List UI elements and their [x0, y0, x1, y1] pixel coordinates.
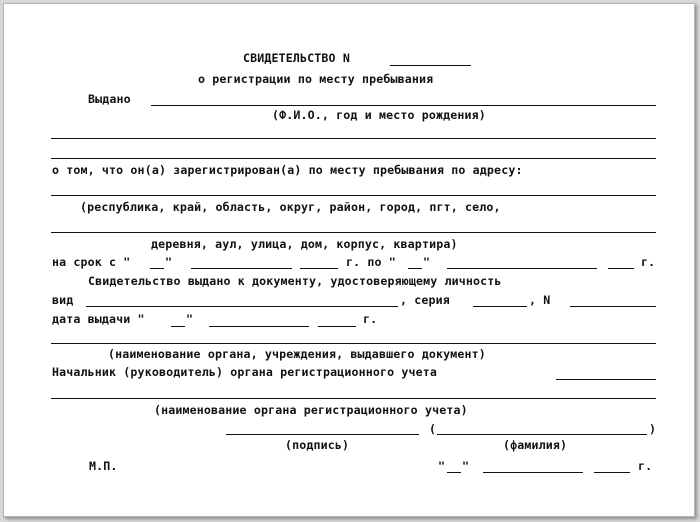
hint-issuing-organ: (наименование органа, учреждения, выдавшего документ): [108, 347, 486, 361]
term-label: на срок с ": [52, 255, 131, 269]
issue-date-label: дата выдачи ": [52, 312, 145, 326]
address-line-1[interactable]: [51, 195, 656, 196]
term-to-day-line[interactable]: [408, 268, 422, 269]
hint-registration-organ: (наименование органа регистрационного учета): [154, 403, 468, 417]
hint-village: деревня, аул, улица, дом, корпус, квартира): [151, 237, 458, 251]
document-number-label: , N: [529, 293, 551, 307]
final-year-suffix: г.: [638, 459, 653, 473]
term-from-month-line[interactable]: [191, 268, 292, 269]
final-day-quote-open: ": [438, 459, 446, 473]
signature-line[interactable]: [226, 434, 419, 435]
document-number-line[interactable]: [570, 306, 656, 307]
term-to-day-quote: ": [423, 255, 431, 269]
series-label: , серия: [400, 293, 450, 307]
registration-address-label: о том, что он(а) зарегистрирован(а) по месту пребывания по адресу:: [52, 163, 523, 177]
term-from-year-line[interactable]: [300, 268, 338, 269]
issue-year-suffix: г.: [363, 312, 378, 326]
surname-paren-close: ): [649, 422, 657, 436]
term-to-month-line[interactable]: [447, 268, 597, 269]
issue-day-line[interactable]: [171, 326, 185, 327]
issue-year-line[interactable]: [318, 326, 356, 327]
chief-line[interactable]: [556, 379, 656, 380]
final-year-line[interactable]: [594, 472, 630, 473]
registration-organ-line[interactable]: [51, 398, 656, 399]
final-day-line[interactable]: [447, 472, 461, 473]
issued-to-line[interactable]: [151, 105, 656, 106]
surname-line[interactable]: [437, 434, 647, 435]
form-title: СВИДЕТЕЛЬСТВО N: [243, 51, 350, 65]
final-day-quote-close: ": [462, 459, 470, 473]
issuing-organ-line[interactable]: [51, 343, 656, 344]
chief-label: Начальник (руководитель) органа регистрационного учета: [52, 365, 438, 379]
hint-signature: (подпись): [285, 438, 350, 452]
term-from-day-quote: ": [165, 255, 173, 269]
form-subtitle: о регистрации по месту пребывания: [198, 72, 434, 86]
surname-paren-open: (: [429, 422, 437, 436]
certificate-number-line: [390, 65, 471, 66]
hint-fio: (Ф.И.О., год и место рождения): [272, 108, 486, 122]
fio-continuation-line-1[interactable]: [51, 138, 656, 139]
issue-month-line[interactable]: [209, 326, 309, 327]
address-line-2[interactable]: [51, 232, 656, 233]
term-end-year-suffix: г.: [641, 255, 656, 269]
term-to-label: г. по ": [346, 255, 396, 269]
term-from-day-line[interactable]: [150, 268, 164, 269]
document-page: [3, 3, 695, 517]
series-line[interactable]: [473, 306, 527, 307]
stamp-place-label: М.П.: [89, 459, 118, 473]
hint-region: (республика, край, область, округ, район, город, пгт, село,: [80, 200, 501, 214]
term-to-year-line[interactable]: [608, 268, 634, 269]
final-month-line[interactable]: [483, 472, 583, 473]
issue-day-quote: ": [186, 312, 194, 326]
issued-to-label: Выдано: [88, 92, 131, 106]
fio-continuation-line-2[interactable]: [51, 158, 656, 159]
document-type-line[interactable]: [86, 306, 398, 307]
document-type-label: вид: [52, 293, 74, 307]
document-label: Свидетельство выдано к документу, удостоверяющему личность: [88, 274, 502, 288]
hint-surname: (фамилия): [503, 438, 568, 452]
